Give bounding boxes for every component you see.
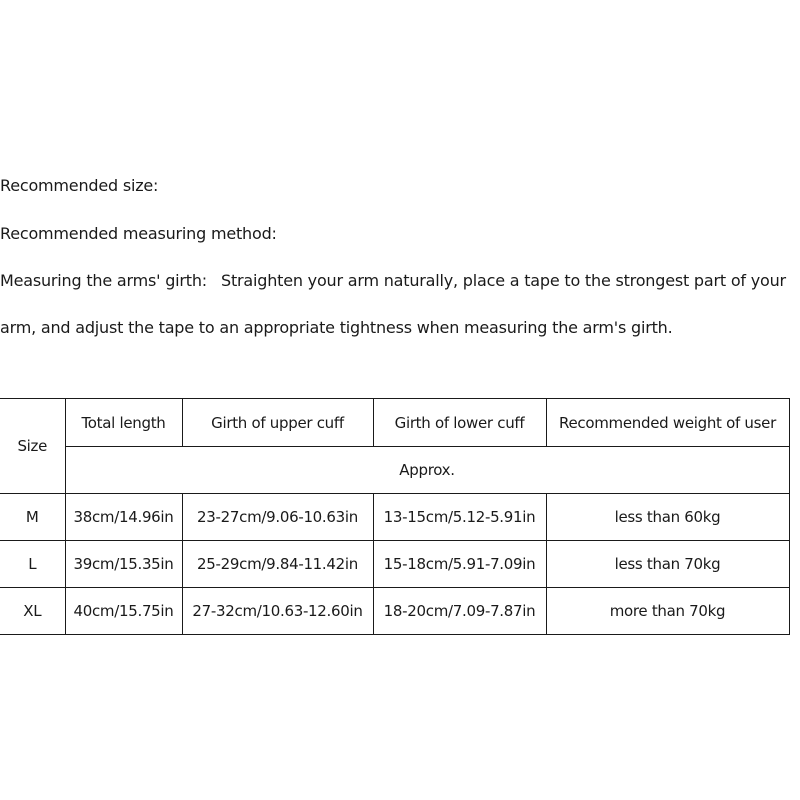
approx-label: Approx. <box>65 447 789 494</box>
size-value: M <box>0 494 65 541</box>
total-length-value: 39cm/15.35in <box>65 541 182 588</box>
girth-text-1: Straighten your arm naturally, place a tape to the strongest part of your <box>220 271 786 290</box>
table-row <box>0 494 789 541</box>
upper-cuff-value: 23-27cm/9.06-10.63in <box>182 494 373 541</box>
header-total-length: Total length <box>65 399 182 447</box>
size-chart-table <box>0 398 790 635</box>
girth-instructions-line-1 <box>0 271 786 290</box>
upper-cuff-value: 25-29cm/9.84-11.42in <box>182 541 373 588</box>
size-value: XL <box>0 588 65 635</box>
recommended-size-heading: Recommended size: <box>0 176 159 195</box>
total-length-value: 40cm/15.75in <box>65 588 182 635</box>
lower-cuff-value: 15-18cm/5.91-7.09in <box>373 541 546 588</box>
girth-instructions-line-2: arm, and adjust the tape to an appropriate tightness when measuring the arm's girth. <box>0 318 673 337</box>
size-value: L <box>0 541 65 588</box>
header-girth-lower-cuff: Girth of lower cuff <box>373 399 546 447</box>
total-length-value: 38cm/14.96in <box>65 494 182 541</box>
table-row <box>0 588 789 635</box>
girth-label: Measuring the arms' girth: <box>0 271 207 290</box>
lower-cuff-value: 13-15cm/5.12-5.91in <box>373 494 546 541</box>
table-header-row <box>0 399 789 447</box>
header-size: Size <box>0 399 65 494</box>
table-row <box>0 541 789 588</box>
header-girth-upper-cuff: Girth of upper cuff <box>182 399 373 447</box>
header-recommended-weight: Recommended weight of user <box>546 399 789 447</box>
lower-cuff-value: 18-20cm/7.09-7.87in <box>373 588 546 635</box>
weight-value: more than 70kg <box>546 588 789 635</box>
approx-row <box>0 447 789 494</box>
weight-value: less than 70kg <box>546 541 789 588</box>
weight-value: less than 60kg <box>546 494 789 541</box>
measuring-method-heading: Recommended measuring method: <box>0 224 277 243</box>
upper-cuff-value: 27-32cm/10.63-12.60in <box>182 588 373 635</box>
